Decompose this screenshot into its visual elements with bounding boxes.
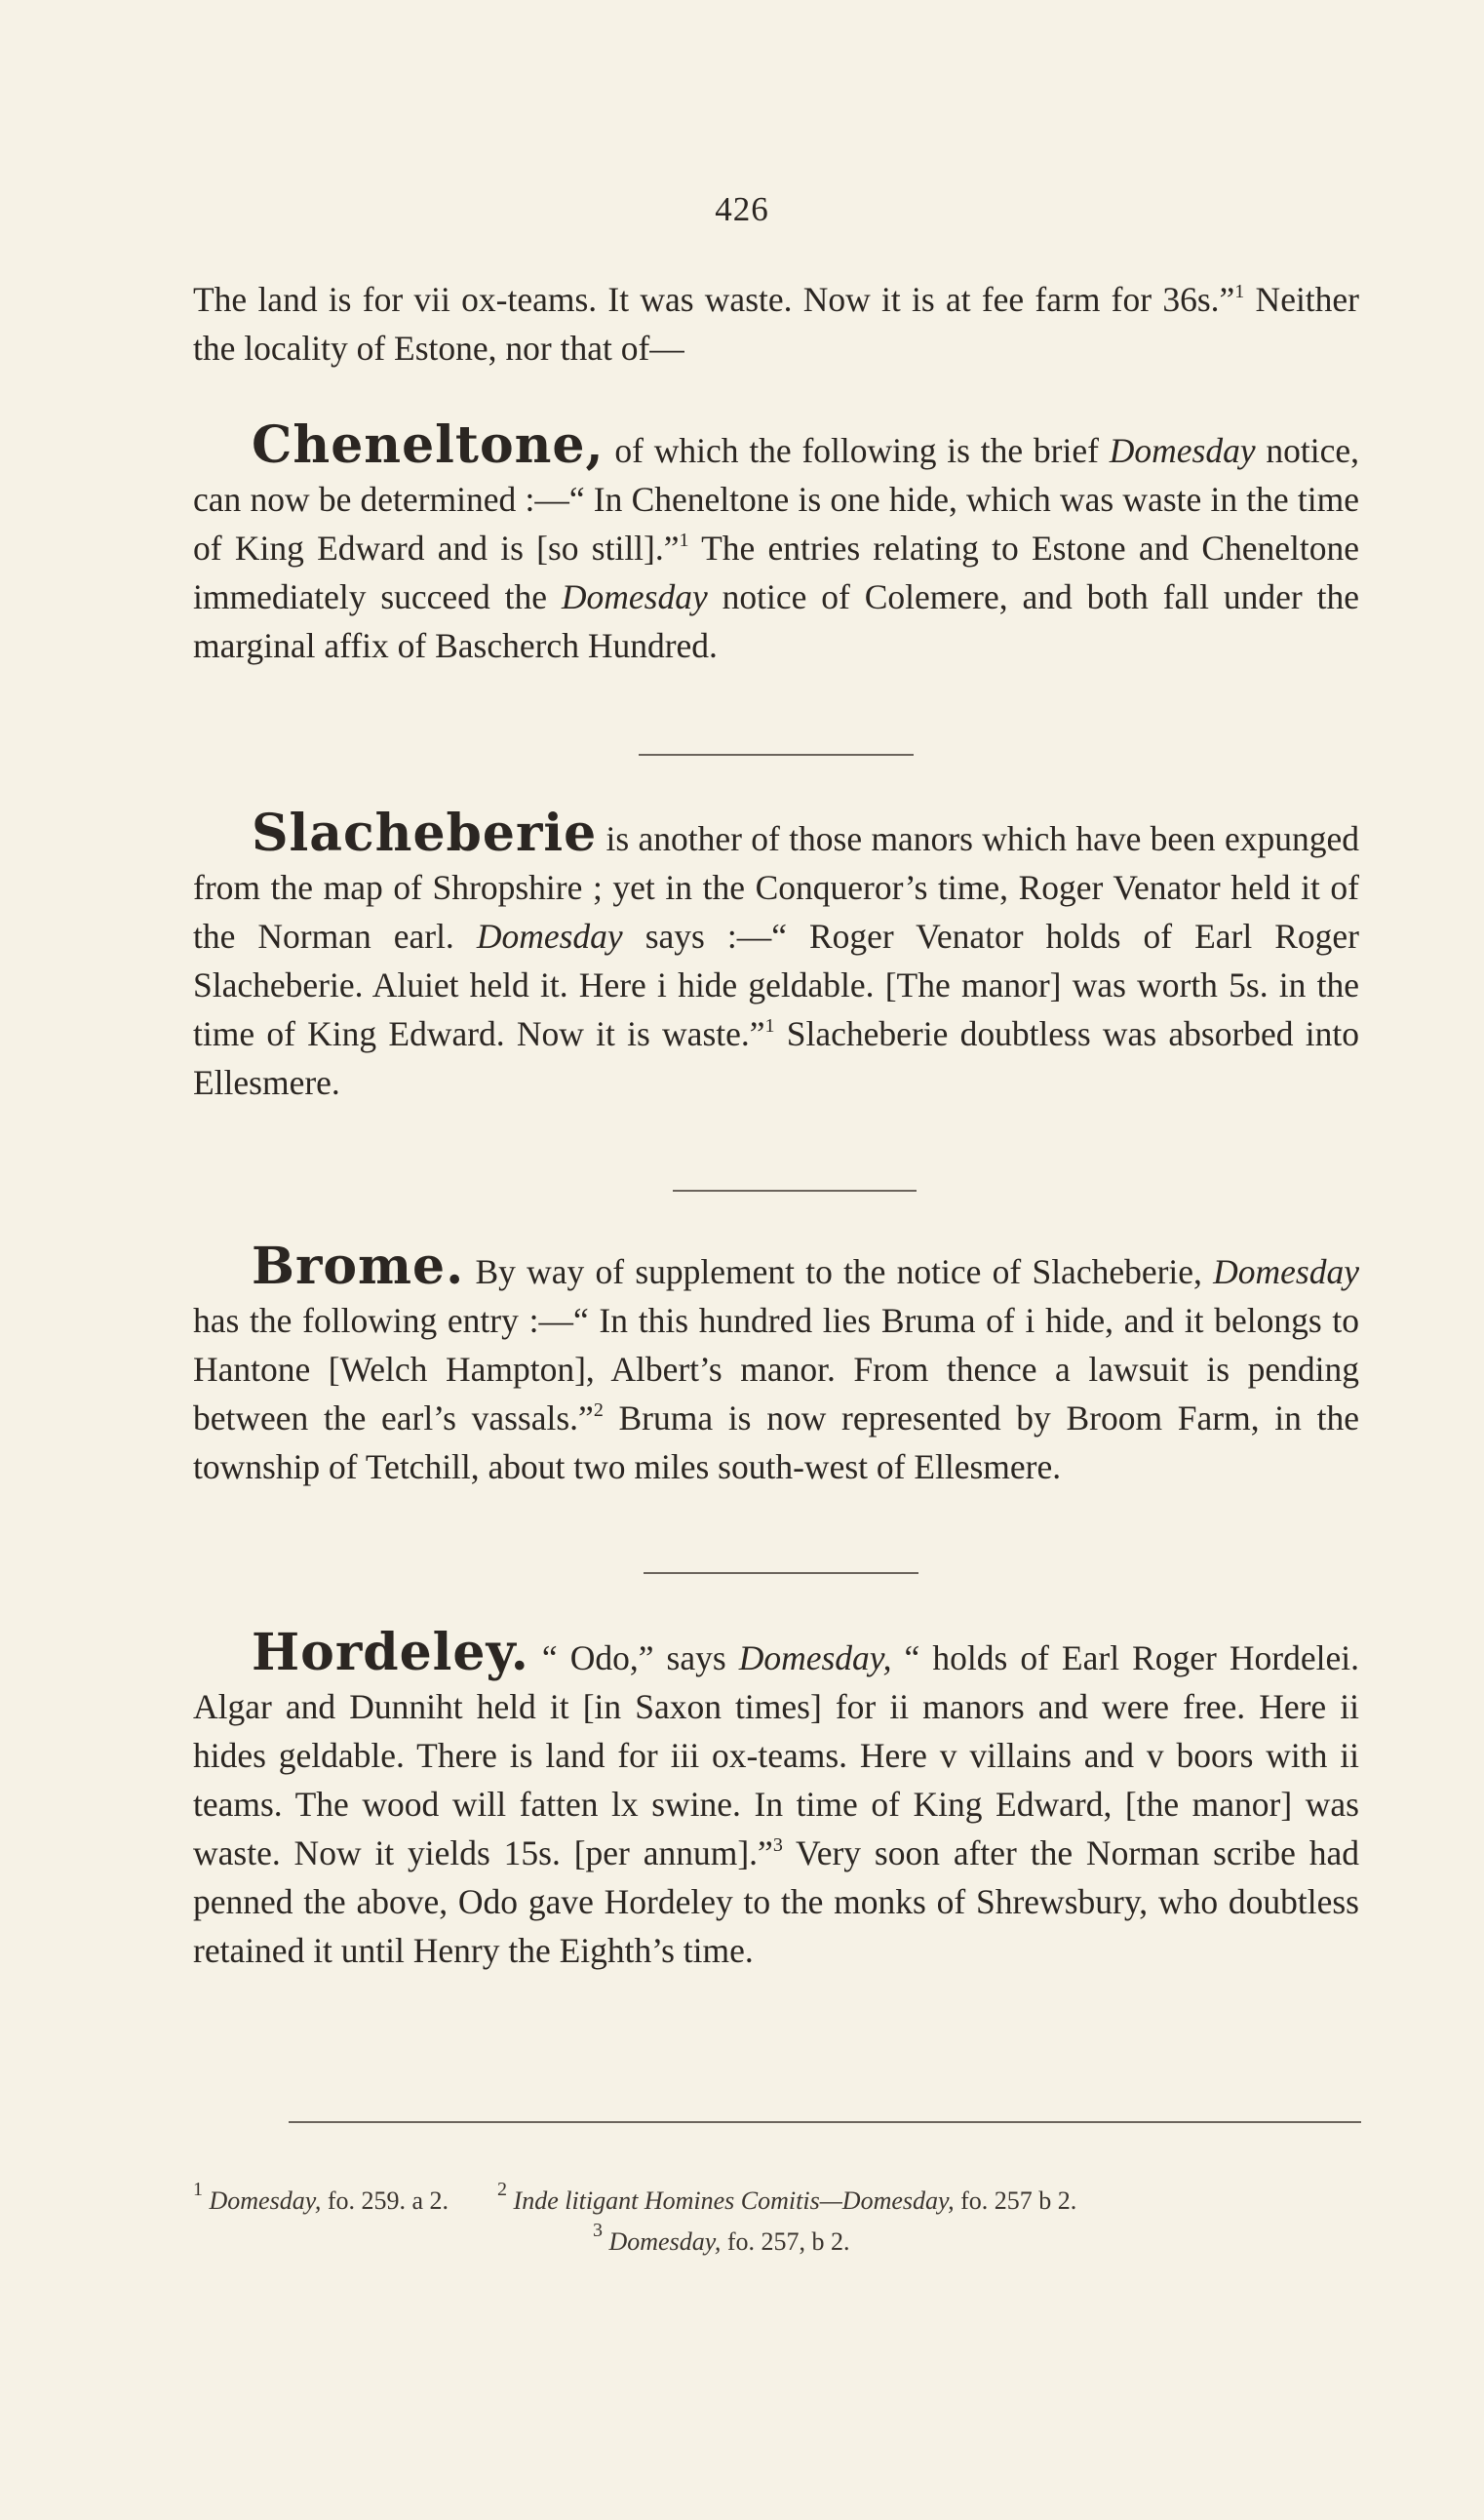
hordeley-domesday: Domesday, — [738, 1638, 892, 1677]
cheneltone-domesday-1: Domesday — [1109, 431, 1256, 470]
page-number: 426 — [715, 190, 769, 228]
brome-text-b: has the following entry :—“ In this hundred lies Bruma of i hide, and it belongs to Hantone [Welch Hampton], Albert’s manor. From thence a lawsuit is pending between the earl’s vassals.” — [193, 1301, 1359, 1437]
footnote-3-ref: fo. 257, b 2. — [721, 2227, 850, 2256]
para1-text-b: Neither the locality of Estone, nor that of— — [193, 280, 1360, 368]
footnote-ref: 3 — [772, 1834, 783, 1856]
brome-heading: Brome. — [252, 1237, 465, 1296]
slacheberie-text-b: says :—“ Roger Venator holds of Earl Roger Slacheberie. Aluiet held it. Here i hide geldable. [The manor] was worth 5s. in the time of King Edward. Now it is waste.” — [193, 917, 1359, 1053]
footnotes — [193, 2181, 1359, 2263]
cheneltone-text-d: notice of Colemere, and both fall under the marginal affix of Bascherch Hundred. — [193, 577, 1359, 665]
brome-text-a: By way of supplement to the notice of Slacheberie, — [464, 1252, 1214, 1291]
brome-domesday: Domesday — [1213, 1252, 1359, 1291]
cheneltone-text-a: of which the following is the brief — [604, 431, 1110, 470]
section-divider — [639, 754, 914, 756]
cheneltone-text-b: notice, can now be determined :—“ In Cheneltone is one hide, which was waste in the time of King Edward and is [so still].” — [193, 431, 1359, 568]
slacheberie-heading: Slacheberie — [252, 804, 598, 863]
footnote-3-source: Domesday, — [608, 2227, 722, 2256]
footnote-line-2 — [193, 2222, 1359, 2263]
slacheberie-text-c: Slacheberie doubtless was absorbed into Ellesmere. — [193, 1014, 1359, 1102]
footnote-2-source: Inde litigant Homines Comitis—Domesday, — [513, 2186, 955, 2215]
cheneltone-heading: Cheneltone, — [252, 415, 605, 475]
continuation-paragraph — [193, 275, 1359, 373]
cheneltone-domesday-2: Domesday — [561, 577, 708, 616]
hordeley-text-b: “ holds of Earl Roger Hordelei. Algar and Dunniht held it [in Saxon times] for ii manors and were free. Here ii hides geldable. There is land for iii ox-teams. Here v villains and v boors with ii teams. The wood will fatten lx swine. In time of King Edward, [the manor] was waste. Now it yields 15s. [per annum].” — [193, 1638, 1359, 1872]
footnote-ref: 1 — [679, 530, 689, 551]
cheneltone-text-c: The entries relating to Estone and Cheneltone immediately succeed the — [193, 529, 1359, 616]
hordeley-section — [193, 1623, 1359, 1975]
slacheberie-section — [193, 804, 1359, 1107]
slacheberie-text-a: is another of those manors which have been expunged from the map of Shropshire ; yet in the Conqueror’s time, Roger Venator held it of the Norman earl. — [193, 819, 1359, 956]
footnote-1-source: Domesday, — [209, 2186, 322, 2215]
brome-section — [193, 1237, 1359, 1491]
footnote-2-mark: 2 — [497, 2179, 508, 2200]
footnote-1-mark: 1 — [193, 2179, 203, 2200]
brome-text-c: Bruma is now represented by Broom Farm, in the township of Tetchill, about two miles south-west of Ellesmere. — [193, 1398, 1359, 1486]
section-divider — [644, 1572, 918, 1574]
footnote-rule — [289, 2121, 1361, 2123]
footnote-ref: 1 — [1234, 281, 1245, 302]
hordeley-text-c: Very soon after the Norman scribe had penned the above, Odo gave Hordeley to the monks of Shrewsbury, who doubtless retained it until Henry the Eighth’s time. — [193, 1833, 1359, 1970]
footnote-2-ref: fo. 257 b 2. — [954, 2186, 1077, 2215]
hordeley-heading: Hordeley. — [252, 1623, 529, 1682]
hordeley-text-a: “ Odo,” says — [528, 1638, 739, 1677]
footnote-ref: 1 — [764, 1015, 775, 1037]
footnote-line-1 — [193, 2181, 1359, 2222]
para1-text-a: The land is for vii ox-teams. It was waste. Now it is at fee farm for 36s.” — [193, 280, 1235, 319]
footnote-1-ref: fo. 259. a 2. — [321, 2186, 449, 2215]
slacheberie-domesday: Domesday — [476, 917, 623, 956]
footnote-3-mark: 3 — [593, 2220, 603, 2241]
cheneltone-section — [193, 415, 1359, 670]
footnote-ref: 2 — [593, 1399, 604, 1421]
section-divider — [673, 1190, 917, 1192]
